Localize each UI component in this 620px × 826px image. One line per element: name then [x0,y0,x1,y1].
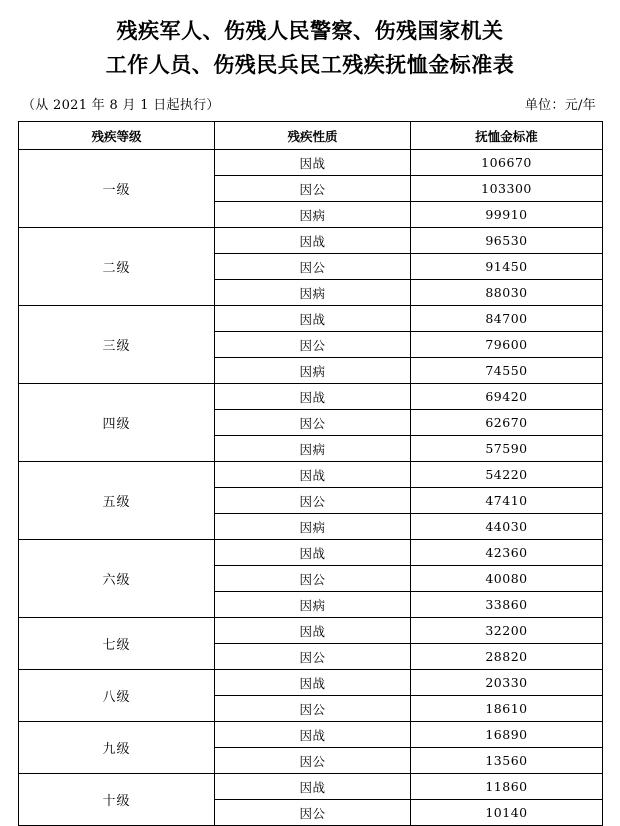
disability-nature-cell: 因战 [215,228,411,254]
table-row [19,670,603,696]
pension-amount-cell: 44030 [411,514,603,540]
table-row [19,462,603,488]
table-row [19,774,603,800]
column-header-nature: 残疾性质 [215,122,411,150]
disability-nature-cell: 因病 [215,280,411,306]
unit-note: 单位：元/年 [524,98,596,113]
pension-amount-cell: 103300 [411,176,603,202]
disability-nature-cell: 因战 [215,540,411,566]
table-row [19,722,603,748]
pension-amount-cell: 106670 [411,150,603,176]
pension-amount-cell: 32200 [411,618,603,644]
pension-amount-cell: 69420 [411,384,603,410]
disability-level-cell: 三级 [19,306,215,384]
disability-level-cell: 八级 [19,670,215,722]
disability-level-cell: 四级 [19,384,215,462]
page-title [18,14,602,82]
disability-level-cell: 十级 [19,774,215,826]
disability-nature-cell: 因战 [215,618,411,644]
page-title-line-1: 残疾军人、伤残人民警察、伤残国家机关 [116,18,504,43]
pension-amount-cell: 16890 [411,722,603,748]
disability-nature-cell: 因战 [215,384,411,410]
disability-nature-cell: 因病 [215,202,411,228]
effective-date-note: （从 2021 年 8 月 1 日起执行） [22,98,220,113]
disability-level-cell: 一级 [19,150,215,228]
disability-nature-cell: 因公 [215,696,411,722]
disability-nature-cell: 因公 [215,410,411,436]
pension-amount-cell: 57590 [411,436,603,462]
pension-amount-cell: 74550 [411,358,603,384]
pension-amount-cell: 62670 [411,410,603,436]
column-header-amount: 抚恤金标准 [411,122,603,150]
disability-nature-cell: 因公 [215,176,411,202]
pension-amount-cell: 88030 [411,280,603,306]
disability-nature-cell: 因战 [215,774,411,800]
pension-amount-cell: 42360 [411,540,603,566]
page-title-line-2: 工作人员、伤残民兵民工残疾抚恤金标准表 [105,52,515,77]
pension-amount-cell: 40080 [411,566,603,592]
disability-nature-cell: 因公 [215,644,411,670]
table-header [19,122,603,150]
disability-level-cell: 九级 [19,722,215,774]
disability-nature-cell: 因公 [215,566,411,592]
disability-nature-cell: 因病 [215,436,411,462]
table-row [19,618,603,644]
disability-nature-cell: 因公 [215,332,411,358]
table-body [19,150,603,826]
disability-level-cell: 六级 [19,540,215,618]
pension-amount-cell: 33860 [411,592,603,618]
table-row [19,384,603,410]
pension-amount-cell: 18610 [411,696,603,722]
disability-nature-cell: 因公 [215,254,411,280]
disability-nature-cell: 因病 [215,592,411,618]
disability-level-cell: 五级 [19,462,215,540]
disability-nature-cell: 因战 [215,150,411,176]
pension-amount-cell: 96530 [411,228,603,254]
pension-amount-cell: 20330 [411,670,603,696]
disability-level-cell: 二级 [19,228,215,306]
pension-amount-cell: 79600 [411,332,603,358]
disability-nature-cell: 因战 [215,670,411,696]
pension-amount-cell: 54220 [411,462,603,488]
disability-nature-cell: 因战 [215,722,411,748]
subheader [18,94,602,113]
disability-nature-cell: 因公 [215,488,411,514]
pension-amount-cell: 47410 [411,488,603,514]
pension-amount-cell: 13560 [411,748,603,774]
pension-amount-cell: 91450 [411,254,603,280]
table-row [19,306,603,332]
disability-nature-cell: 因病 [215,358,411,384]
disability-nature-cell: 因战 [215,306,411,332]
pension-amount-cell: 28820 [411,644,603,670]
table-row [19,540,603,566]
pension-amount-cell: 99910 [411,202,603,228]
disability-nature-cell: 因病 [215,514,411,540]
disability-nature-cell: 因公 [215,800,411,826]
pension-amount-cell: 11860 [411,774,603,800]
pension-amount-cell: 84700 [411,306,603,332]
disability-nature-cell: 因战 [215,462,411,488]
table-header-row [19,122,603,150]
column-header-level: 残疾等级 [19,122,215,150]
table-row [19,150,603,176]
pension-standard-table [18,121,603,826]
pension-amount-cell: 10140 [411,800,603,826]
table-row [19,228,603,254]
disability-nature-cell: 因公 [215,748,411,774]
disability-level-cell: 七级 [19,618,215,670]
